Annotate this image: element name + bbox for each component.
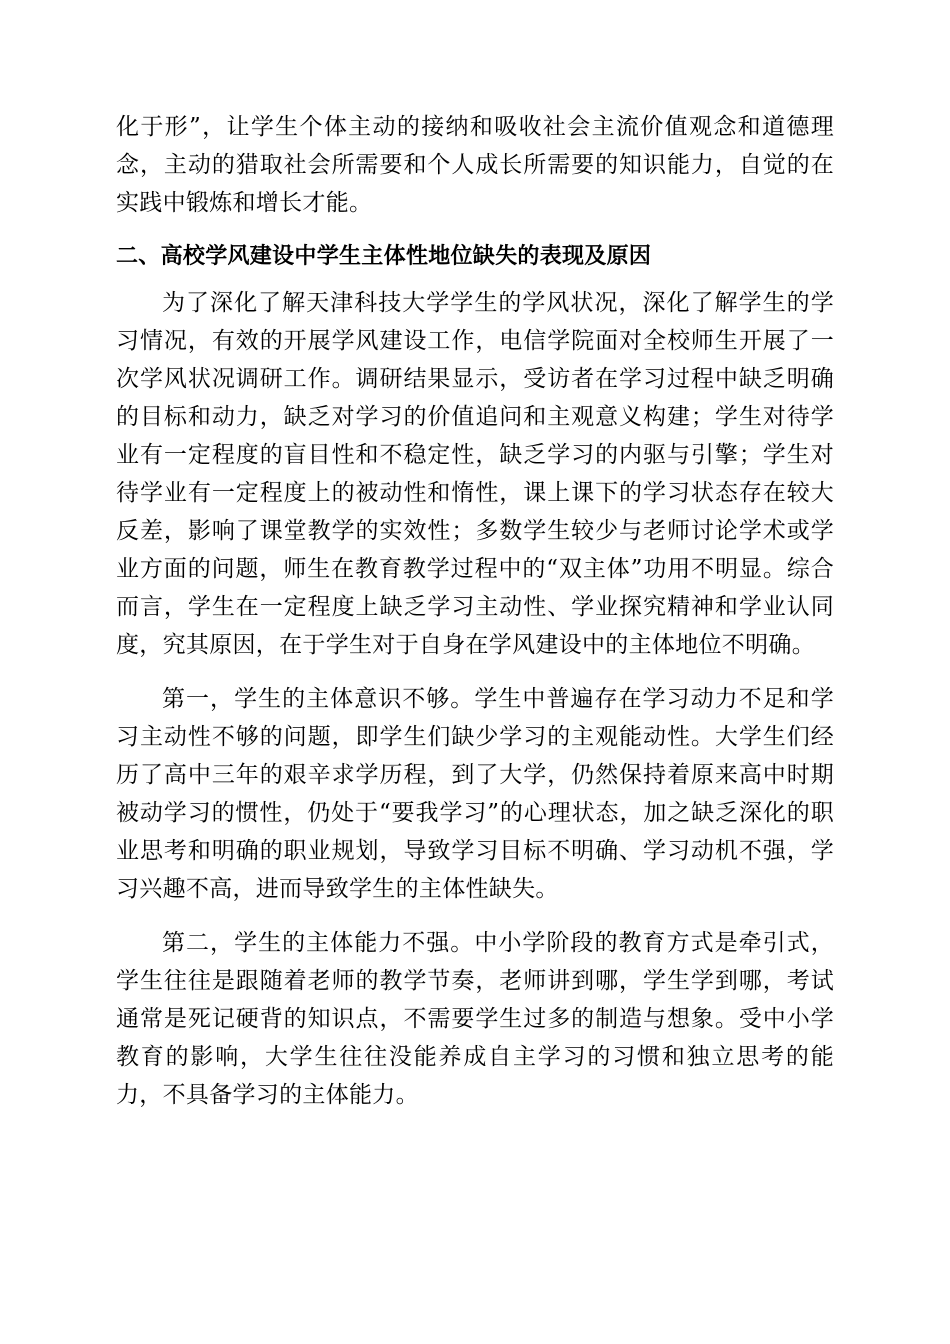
section-heading: 二、高校学风建设中学生主体性地位缺失的表现及原因 xyxy=(116,244,652,269)
body-paragraph-survey: 为了深化了解天津科技大学学生的学风状况，深化了解学生的学习情况，有效的开展学风建设工作，电信学院面对全校师生开展了一次学风状况调研工作。调研结果显示，受访者在学习过程中缺乏明确的目标和动力，缺乏对学习的价值追问和主观意义构建；学生对待学业有一定程度的盲目性和不稳定性，缺乏学习的内驱与引擎；学生对待学业有一定程度上的被动性和惰性，课上课下的学习状态存在较大反差，影响了课堂教学的实效性；多数学生较少与老师讨论学术或学业方面的问题，师生在教育教学过程中的“双主体”功用不明显。综合而言，学生在一定程度上缺乏学习主动性、学业探究精神和学业认同度，究其原因，在于学生对于自身在学风建设中的主体地位不明确。 xyxy=(116,290,834,658)
body-paragraph-second-point: 第二，学生的主体能力不强。中小学阶段的教育方式是牵引式，学生往往是跟随着老师的教学节奏，老师讲到哪，学生学到哪，考试通常是死记硬背的知识点，不需要学生过多的制造与想象。受中小学教育的影响，大学生往往没能养成自主学习的习惯和独立思考的能力，不具备学习的主体能力。 xyxy=(116,930,834,1108)
continuation-paragraph: 化于形”，让学生个体主动的接纳和吸收社会主流价值观念和道德理念，主动的猎取社会所需要和个人成长所需要的知识能力，自觉的在实践中锻炼和增长才能。 xyxy=(116,114,834,216)
body-paragraph-first-point: 第一，学生的主体意识不够。学生中普遍存在学习动力不足和学习主动性不够的问题，即学生们缺少学习的主观能动性。大学生们经历了高中三年的艰辛求学历程，到了大学，仍然保持着原来高中时期被动学习的惯性，仍处于“要我学习”的心理状态，加之缺乏深化的职业思考和明确的职业规划，导致学习目标不明确、学习动机不强，学习兴趣不高，进而导致学生的主体性缺失。 xyxy=(116,686,834,902)
document-page xyxy=(116,108,834,1114)
